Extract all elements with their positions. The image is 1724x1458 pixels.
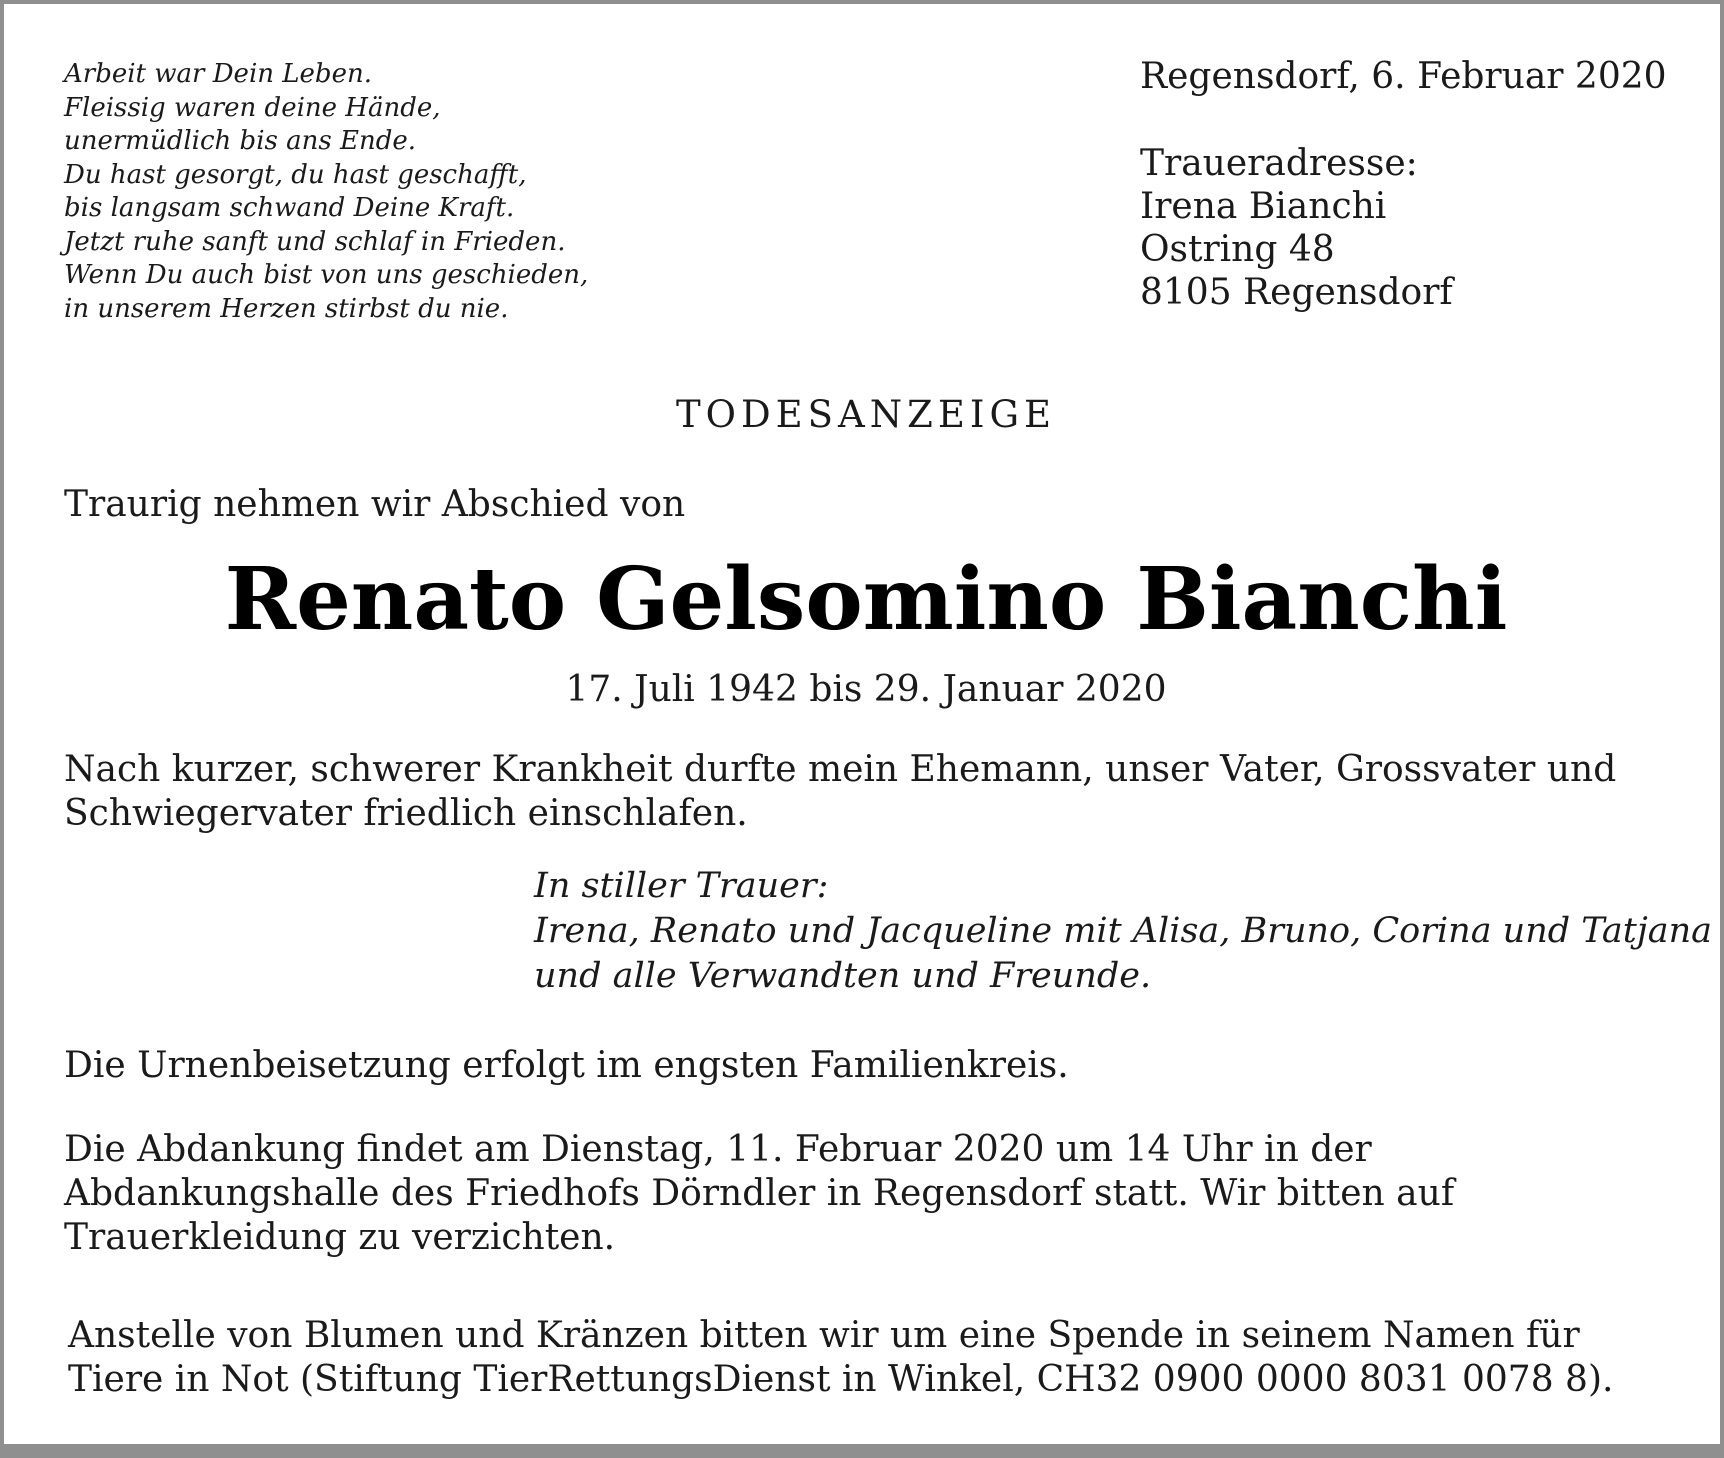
poem-line: unermüdlich bis ans Ende. bbox=[64, 126, 416, 156]
life-dates: 17. Juli 1942 bis 29. Januar 2020 bbox=[565, 669, 1167, 710]
deceased-name: Renato Gelsomino Bianchi bbox=[224, 549, 1508, 650]
memorial-poem bbox=[64, 58, 624, 326]
paragraph-line: Abdankungshalle des Friedhofs Dörndler in Regensdorf statt. Wir bitten auf bbox=[64, 1173, 1455, 1214]
mourning-address bbox=[1140, 142, 1700, 314]
paragraph-line: Die Abdankung findet am Dienstag, 11. Februar 2020 um 14 Uhr in der bbox=[64, 1129, 1372, 1170]
poem-line: Arbeit war Dein Leben. bbox=[64, 59, 372, 89]
poem-line: in unserem Herzen stirbst du nie. bbox=[64, 293, 509, 324]
mourners-line: und alle Verwandten und Freunde. bbox=[534, 956, 1152, 996]
place-and-date: Regensdorf, 6. Februar 2020 bbox=[1140, 56, 1667, 97]
service-paragraph bbox=[64, 1128, 1674, 1260]
illness-paragraph bbox=[64, 748, 1674, 836]
poem-line: Wenn Du auch bist von uns geschieden, bbox=[64, 260, 589, 290]
mourners-label: In stiller Trauer: bbox=[534, 866, 829, 906]
paragraph-line: Anstelle von Blumen und Kränzen bitten wir um eine Spende in seinem Namen für bbox=[68, 1315, 1580, 1356]
mourners-block bbox=[534, 864, 1712, 999]
urn-paragraph bbox=[64, 1044, 1674, 1088]
bottom-border-rule bbox=[4, 1444, 1720, 1454]
poem-line: Jetzt ruhe sanft und schlaf in Frieden. bbox=[64, 226, 566, 257]
address-city: 8105 Regensdorf bbox=[1140, 272, 1453, 313]
intro-text: Traurig nehmen wir Abschied von bbox=[64, 484, 686, 525]
notice-heading: TODESANZEIGE bbox=[675, 393, 1057, 436]
address-name: Irena Bianchi bbox=[1140, 186, 1387, 227]
paragraph-line: Trauerkleidung zu verzichten. bbox=[64, 1217, 616, 1258]
address-label: Traueradresse: bbox=[1140, 143, 1418, 184]
poem-line: Du hast gesorgt, du hast geschafft, bbox=[64, 159, 527, 190]
poem-line: Fleissig waren deine Hände, bbox=[64, 92, 441, 123]
address-street: Ostring 48 bbox=[1140, 229, 1335, 270]
mourners-line: Irena, Renato und Jacqueline mit Alisa, Bruno, Corina und Tatjana bbox=[534, 911, 1712, 951]
paragraph-line: Schwiegervater friedlich einschlafen. bbox=[64, 793, 748, 834]
paragraph-line: Die Urnenbeisetzung erfolgt im engsten Familienkreis. bbox=[64, 1045, 1069, 1086]
poem-line: bis langsam schwand Deine Kraft. bbox=[64, 193, 515, 223]
donation-paragraph bbox=[68, 1314, 1678, 1402]
paragraph-line: Nach kurzer, schwerer Krankheit durfte mein Ehemann, unser Vater, Grossvater und bbox=[64, 749, 1617, 790]
paragraph-line: Tiere in Not (Stiftung TierRettungsDienst in Winkel, CH32 0900 0000 8031 0078 8). bbox=[68, 1359, 1614, 1400]
